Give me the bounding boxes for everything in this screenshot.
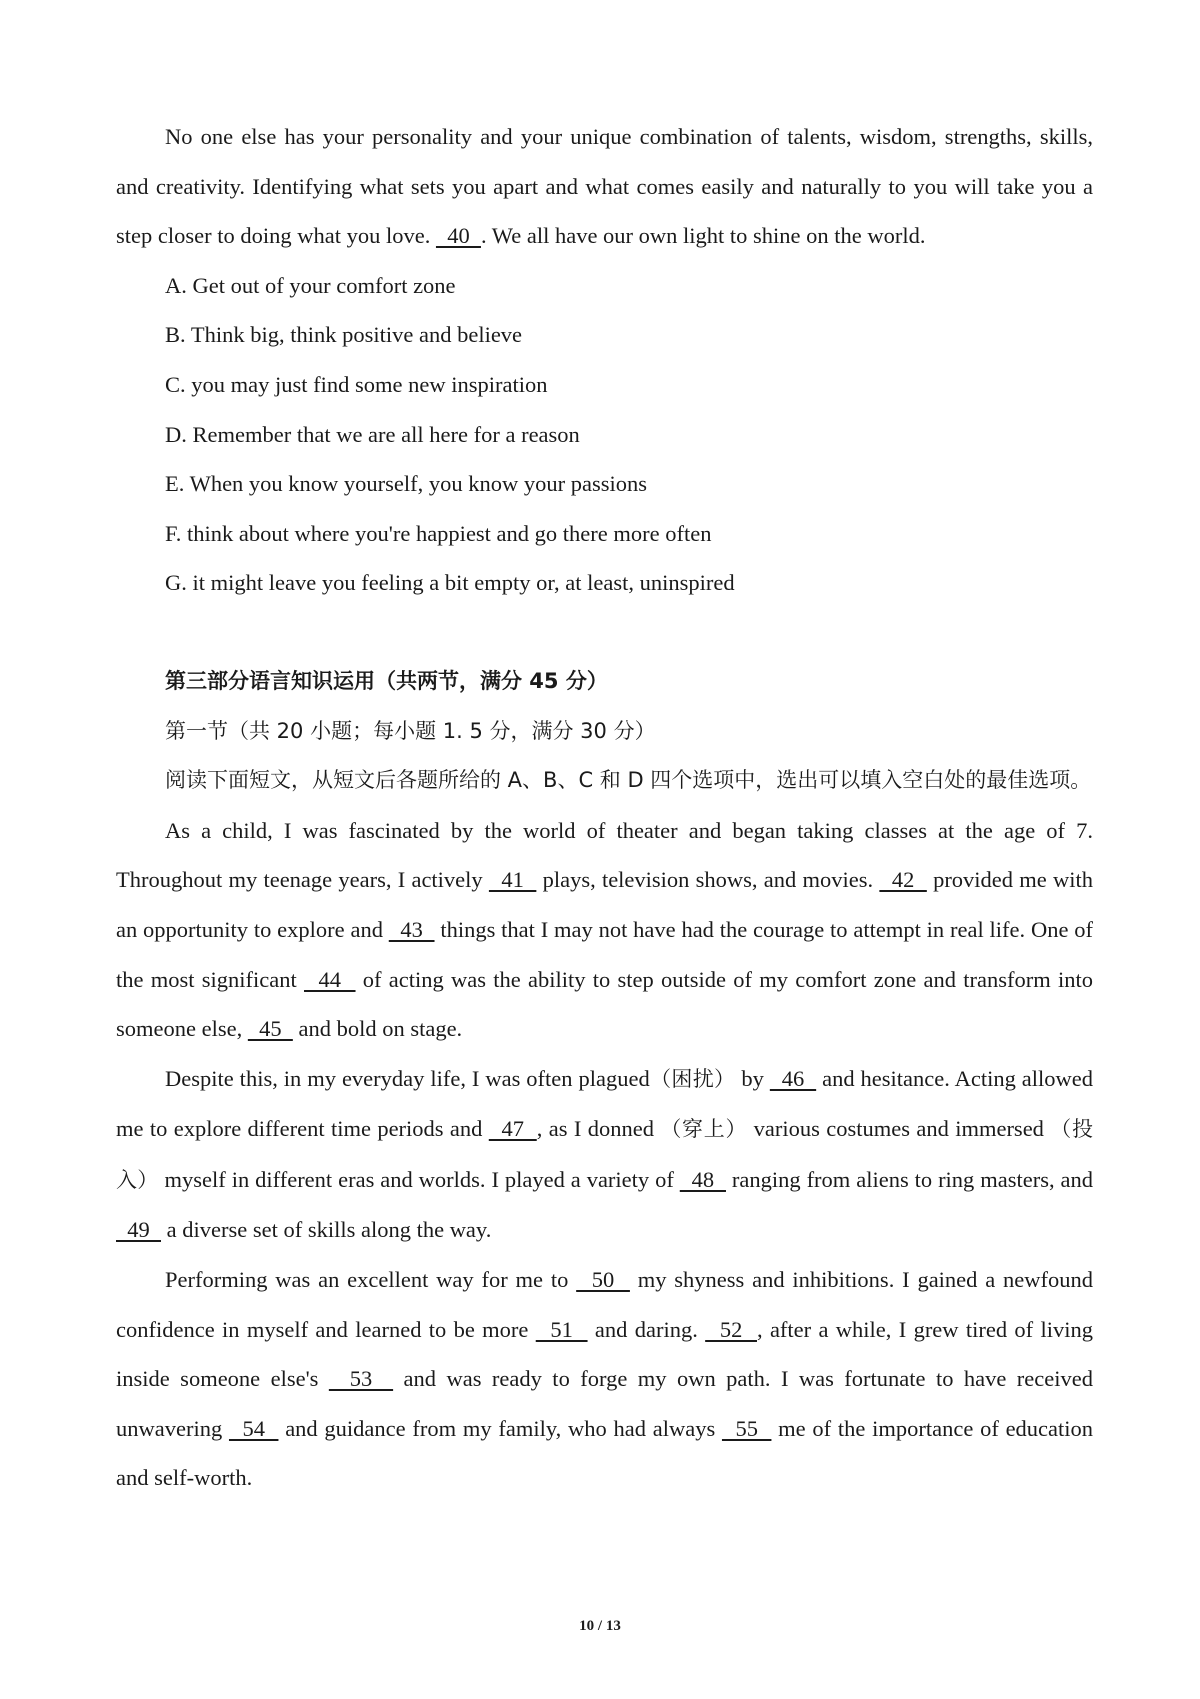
cloze-paragraph-3: [116, 1255, 1093, 1503]
page-content: [116, 112, 1093, 1503]
passage-text: No one else has your personality and your unique combination of talents, wisdom, strengths, skills, and creativity. Identifying what sets you apart and what comes easily and naturally to you will take you a step closer to doing what you love.: [116, 124, 1093, 249]
gloss-annotation: （穿上）: [660, 1117, 748, 1142]
cloze-text: me of the importance of education and self-worth.: [116, 1415, 1094, 1491]
blank-53: 53: [328, 1366, 394, 1392]
blank-46: 46: [769, 1065, 817, 1091]
cloze-text: of acting was the ability to step outside of my comfort zone and transform into someone else,: [116, 966, 1093, 1042]
section-instruction: 阅读下面短文，从短文后各题所给的 A、B、C 和 D 四个选项中，选出可以填入空白处的最佳选项。: [165, 768, 1092, 793]
cloze-text: by: [735, 1065, 770, 1091]
cloze-text: Performing was an excellent way for me to: [165, 1267, 577, 1293]
section-title: 第三部分语言知识运用（共两节，满分 45 分）: [165, 668, 608, 693]
blank-55: 55: [721, 1415, 772, 1441]
section-subtitle: 第一节（共 20 小题；每小题 1. 5 分，满分 30 分）: [165, 718, 656, 743]
blank-50: 50: [576, 1267, 630, 1293]
cloze-text: my shyness and inhibitions. I gained a newfound confidence in myself and learned to be more: [116, 1267, 1094, 1342]
cloze-text: various costumes and immersed: [747, 1116, 1051, 1142]
cloze-text: myself in different eras and worlds. I played a variety of: [158, 1166, 680, 1192]
blank-42: 42: [879, 867, 927, 893]
cloze-text: and bold on stage.: [292, 1016, 463, 1042]
cloze-text: and daring.: [587, 1316, 706, 1342]
cloze-paragraph-1: [116, 806, 1093, 1054]
cloze-text: provided me with an opportunity to explore and: [116, 867, 1094, 942]
cloze-text: , after a while, I grew tired of living inside someone else's: [116, 1316, 1094, 1392]
cloze-text: , as I donned: [536, 1116, 661, 1142]
option-d: D. Remember that we are all here for a reason: [165, 421, 580, 447]
passage-text: . We all have our own light to shine on the world.: [480, 223, 926, 249]
blank-49: 49: [116, 1217, 161, 1243]
cloze-text: Despite this, in my everyday life, I was often plagued: [165, 1065, 650, 1091]
option-f: F. think about where you're happiest and go there more often: [165, 520, 712, 546]
blank-48: 48: [679, 1166, 726, 1192]
option-g: G. it might leave you feeling a bit empty or, at least, uninspired: [165, 570, 735, 596]
cloze-text: and was ready to forge my own path. I was fortunate to have received unwavering: [116, 1366, 1093, 1441]
option-c: C. you may just find some new inspiration: [165, 371, 548, 397]
blank-52: 52: [705, 1316, 757, 1342]
cloze-text: plays, television shows, and movies.: [536, 867, 880, 893]
option-e: E. When you know yourself, you know your passions: [165, 471, 648, 497]
blank-44: 44: [304, 966, 356, 992]
option-list: [116, 261, 1093, 608]
cloze-text: and guidance from my family, who had always: [278, 1415, 722, 1441]
gloss-annotation: （投入）: [116, 1117, 1094, 1192]
cloze-text: things that I may not have had the courage to attempt in real life. One of the most significant: [116, 916, 1093, 992]
cloze-text: and hesitance. Acting allowed me to explore different time periods and: [116, 1065, 1094, 1142]
option-b: B. Think big, think positive and believe: [165, 322, 523, 348]
blank-47: 47: [488, 1116, 537, 1142]
blank-40: 40: [435, 223, 481, 249]
cloze-text: ranging from aliens to ring masters, and: [725, 1166, 1094, 1192]
page-number: 10 / 13: [579, 1618, 621, 1634]
gloss-annotation: （困扰）: [649, 1066, 736, 1091]
blank-45: 45: [247, 1016, 293, 1042]
passage-final-paragraph: [116, 112, 1093, 261]
blank-54: 54: [228, 1415, 279, 1441]
blank-41: 41: [488, 867, 537, 893]
cloze-text: As a child, I was fascinated by the world of theater and began taking classes at the age of 7. Throughout my teenage years, I actively: [116, 817, 1093, 893]
blank-51: 51: [535, 1316, 588, 1342]
blank-43: 43: [388, 916, 435, 942]
option-a: A. Get out of your comfort zone: [165, 272, 456, 298]
cloze-paragraph-2: [116, 1054, 1093, 1255]
cloze-text: a diverse set of skills along the way.: [161, 1217, 492, 1243]
